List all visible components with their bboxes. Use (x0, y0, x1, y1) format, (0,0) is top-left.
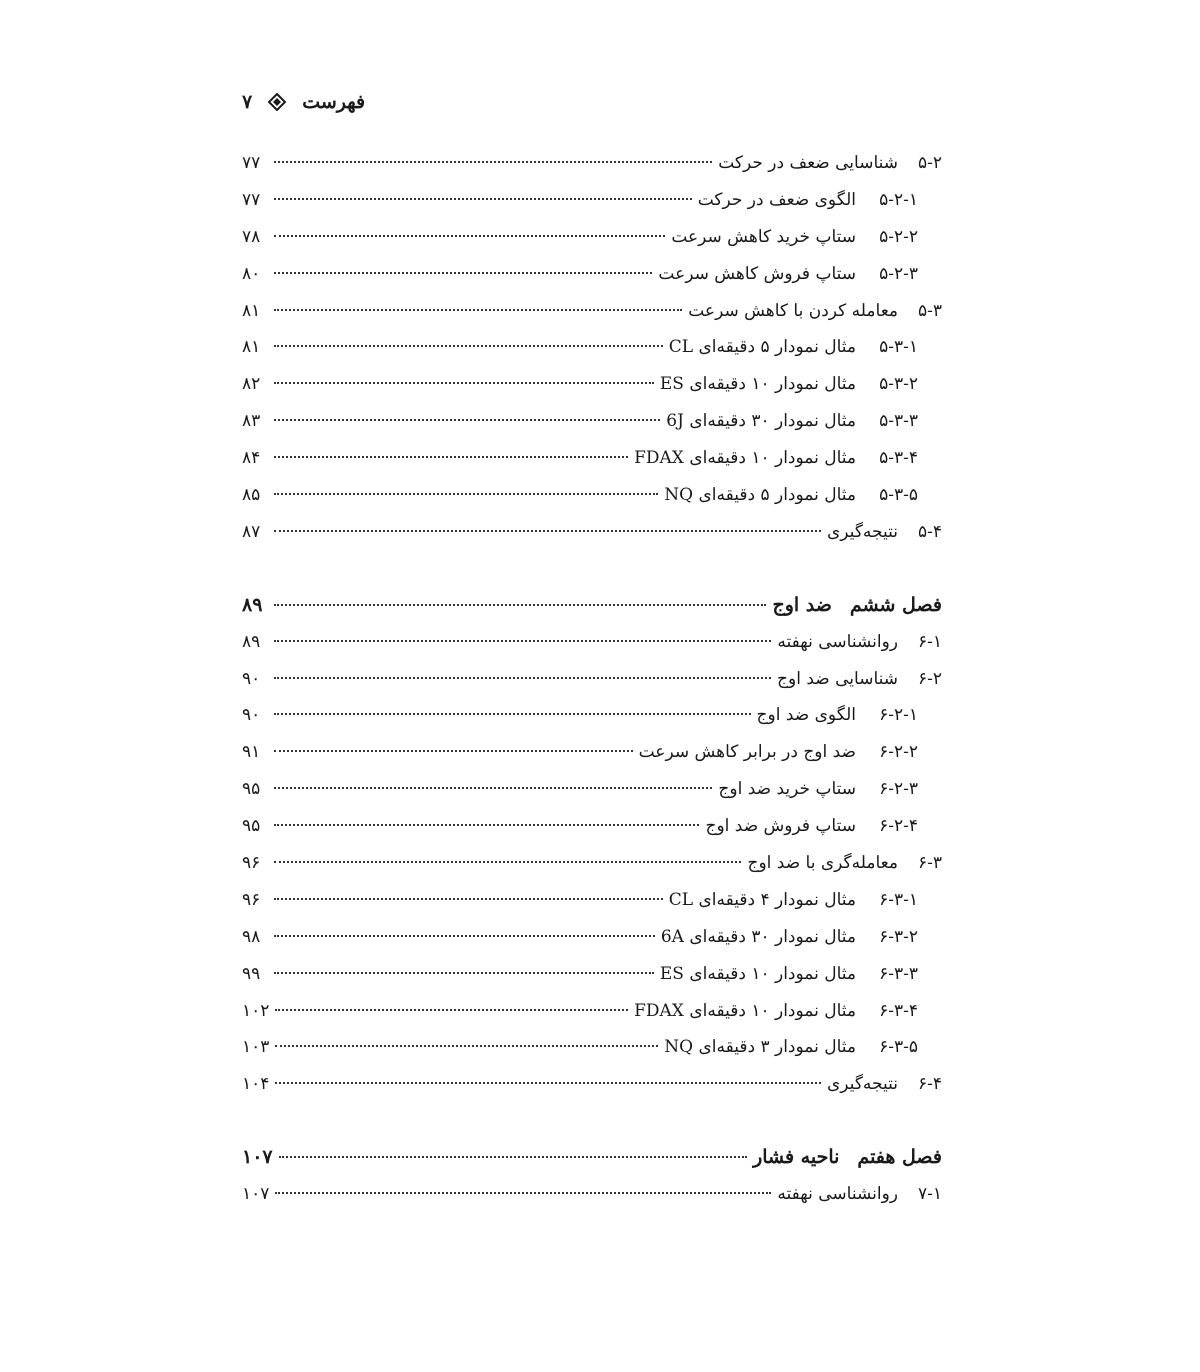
dot-leader (274, 935, 655, 937)
dot-leader (274, 787, 712, 789)
toc-entry-number: ۵-۲-۲ (879, 226, 918, 247)
toc-entry-number: ۵-۳ (917, 300, 942, 321)
toc-entry[interactable] (242, 1066, 942, 1103)
toc-page-number: ۹۶ (242, 853, 261, 874)
toc-entry[interactable] (242, 661, 942, 698)
toc-page-number: ۸۰ (242, 263, 261, 284)
toc-entry-title: مثال نمودار ۵ دقیقه‌ای CL (668, 337, 856, 358)
toc-entry-number: ۶-۳ (917, 853, 942, 874)
toc-entry-number: ۶-۲-۱ (879, 705, 918, 726)
toc-page-number: ۸۱ (242, 300, 261, 321)
dot-leader (275, 1045, 658, 1047)
toc-entry-number: ۵-۲-۳ (879, 263, 918, 284)
toc-entry-number: ۶-۴ (917, 1074, 942, 1095)
toc-entry-title: مثال نمودار ۱۰ دقیقه‌ای FDAX (634, 448, 856, 469)
toc-entry[interactable] (242, 697, 942, 734)
toc-entry[interactable] (242, 256, 942, 293)
toc-page-number: ۷۷ (242, 189, 261, 210)
toc-page-number: ۹۱ (242, 742, 261, 763)
dot-leader (275, 1009, 628, 1011)
toc-entry-title: مثال نمودار ۵ دقیقه‌ای NQ (664, 485, 856, 506)
toc-entry-title: مثال نمودار ۳۰ دقیقه‌ای 6J (666, 411, 856, 432)
toc-entry-number: ۶-۲-۲ (879, 742, 918, 763)
toc-page-number: ۷۸ (242, 226, 261, 247)
dot-leader (274, 198, 692, 200)
toc-entry-number: ۶-۳-۴ (879, 1000, 918, 1021)
dot-leader (274, 272, 652, 274)
toc-page-number: ۹۸ (242, 926, 261, 947)
toc-entry-title: معامله کردن با کاهش سرعت (688, 300, 898, 321)
dot-leader (275, 1192, 771, 1194)
toc-entry-title: ضد اوج در برابر کاهش سرعت (638, 742, 856, 763)
toc-entry[interactable] (242, 514, 942, 551)
dot-leader (274, 309, 682, 311)
dot-leader (274, 713, 751, 715)
toc-page-number: ۱۰۳ (242, 1037, 270, 1058)
toc-page-number: ۱۰۷ (242, 1184, 270, 1205)
toc-entry[interactable] (242, 329, 942, 366)
toc-entry-title: مثال نمودار ۱۰ دقیقه‌ای ES (659, 963, 856, 984)
toc-entry-number: ۶-۳-۵ (879, 1037, 918, 1058)
toc-chapter-entry[interactable] (242, 587, 942, 624)
toc-entry[interactable] (242, 956, 942, 993)
toc-chapter-spacer (242, 1103, 942, 1139)
toc-entry-number: ۶-۳-۲ (879, 926, 918, 947)
toc-entry-number: ۵-۳-۲ (879, 374, 918, 395)
header-page-number: ۷ (242, 91, 253, 113)
dot-leader (275, 1082, 821, 1084)
toc-entry-title: شناسایی ضد اوج (777, 668, 898, 689)
toc-page-number: ۱۰۴ (242, 1074, 270, 1095)
toc-page-number: ۸۵ (242, 485, 261, 506)
toc-page-number: ۹۵ (242, 779, 261, 800)
dot-leader (274, 456, 628, 458)
toc-entry[interactable] (242, 366, 942, 403)
dot-leader (274, 898, 663, 900)
toc-entry[interactable] (242, 1029, 942, 1066)
toc-entry[interactable] (242, 293, 942, 330)
dot-leader (274, 677, 771, 679)
toc-entry-title: الگوی ضد اوج (756, 705, 856, 726)
dot-leader (274, 161, 712, 163)
toc-entry-number: ۵-۳-۳ (879, 411, 918, 432)
dot-leader (274, 235, 665, 237)
dot-leader (274, 604, 766, 606)
dot-leader (274, 750, 633, 752)
dot-leader (274, 861, 741, 863)
toc-page-number: ۸۳ (242, 411, 261, 432)
toc-entry-title: مثال نمودار ۳۰ دقیقه‌ای 6A (660, 926, 856, 947)
toc-page-number: ۱۰۲ (242, 1000, 270, 1021)
toc-entry[interactable] (242, 182, 942, 219)
toc-entry-number: ۶-۱ (917, 631, 942, 652)
diamond-ornament-icon (268, 93, 286, 111)
toc-page-number: ۹۵ (242, 816, 261, 837)
toc-entry[interactable] (242, 808, 942, 845)
toc-entry-title: نتیجه‌گیری (827, 521, 898, 542)
toc-entry-number: ۵-۲-۱ (879, 189, 918, 210)
toc-page-number: ۷۷ (242, 153, 261, 173)
toc-page-number: ۸۷ (242, 521, 261, 542)
dot-leader (274, 530, 821, 532)
dot-leader (274, 345, 663, 347)
toc-entry-number: ۶-۳-۱ (879, 889, 918, 910)
toc-entry-title: ستاپ فروش ضد اوج (705, 816, 856, 837)
toc-entry-number: ۶-۲-۳ (879, 779, 918, 800)
toc-page-number: ۸۱ (242, 337, 261, 358)
toc-entry-number: ۶-۳-۳ (879, 963, 918, 984)
table-of-contents (242, 145, 942, 1213)
toc-entry-title: ضد اوج (772, 593, 832, 616)
toc-entry[interactable] (242, 403, 942, 440)
toc-entry-title: مثال نمودار ۱۰ دقیقه‌ای FDAX (634, 1000, 856, 1021)
dot-leader (274, 419, 660, 421)
toc-entry[interactable] (242, 624, 942, 661)
toc-entry-title: مثال نمودار ۳ دقیقه‌ای NQ (664, 1037, 856, 1058)
toc-entry[interactable] (242, 734, 942, 771)
toc-entry-number: ۵-۳-۵ (879, 485, 918, 506)
toc-entry[interactable] (242, 219, 942, 256)
dot-leader (274, 824, 699, 826)
toc-entry[interactable] (242, 993, 942, 1030)
toc-page-number: ۱۰۷ (242, 1146, 273, 1169)
toc-entry-title: روانشناسی نهفته (777, 631, 898, 652)
toc-page-number: ۹۰ (242, 705, 261, 726)
toc-entry[interactable] (242, 919, 942, 956)
toc-entry-title: الگوی ضعف در حرکت (697, 189, 856, 210)
header-title: فهرست (302, 91, 366, 113)
dot-leader (274, 640, 771, 642)
toc-entry-title: مثال نمودار ۴ دقیقه‌ای CL (668, 889, 856, 910)
toc-entry[interactable] (242, 145, 942, 182)
toc-page-number: ۸۲ (242, 374, 261, 395)
dot-leader (274, 493, 658, 495)
toc-page-number: ۸۹ (242, 631, 261, 652)
toc-entry-title: روانشناسی نهفته (777, 1184, 898, 1205)
toc-entry-title: شناسایی ضعف در حرکت (718, 153, 898, 173)
toc-entry[interactable] (242, 1176, 942, 1213)
toc-entry[interactable] (242, 771, 942, 808)
toc-entry-title: ستاپ خرید کاهش سرعت (671, 226, 856, 247)
toc-entry[interactable] (242, 477, 942, 514)
toc-entry-number: ۵-۳-۴ (879, 448, 918, 469)
toc-entry-number: ۶-۲-۴ (879, 816, 918, 837)
toc-page-number: ۹۶ (242, 889, 261, 910)
toc-page-number: ۸۴ (242, 448, 261, 469)
toc-entry-number: ۶-۲ (917, 668, 942, 689)
dot-leader (274, 972, 654, 974)
toc-entry-title: ناحیه فشار (753, 1146, 840, 1169)
toc-entry-title: ستاپ فروش کاهش سرعت (658, 263, 856, 284)
running-header (242, 84, 442, 120)
toc-chapter-spacer (242, 551, 942, 587)
toc-page-number: ۹۹ (242, 963, 261, 984)
toc-chapter-label: فصل هفتم (857, 1146, 942, 1169)
toc-entry[interactable] (242, 845, 942, 882)
dot-leader (279, 1156, 747, 1158)
toc-entry-title: ستاپ خرید ضد اوج (718, 779, 856, 800)
toc-entry-number: ۷-۱ (917, 1184, 942, 1205)
toc-entry-number: ۵-۲ (917, 153, 942, 173)
toc-entry[interactable] (242, 882, 942, 919)
toc-entry-title: مثال نمودار ۱۰ دقیقه‌ای ES (659, 374, 856, 395)
toc-chapter-entry[interactable] (242, 1139, 942, 1176)
toc-entry-number: ۵-۳-۱ (879, 337, 918, 358)
toc-entry-title: نتیجه‌گیری (827, 1074, 898, 1095)
toc-entry[interactable] (242, 440, 942, 477)
dot-leader (274, 382, 654, 384)
toc-entry-title: معامله‌گری با ضد اوج (747, 853, 898, 874)
toc-page-number: ۹۰ (242, 668, 261, 689)
toc-chapter-label: فصل ششم (849, 593, 942, 616)
toc-page-number: ۸۹ (242, 593, 263, 616)
toc-entry-number: ۵-۴ (917, 521, 942, 542)
